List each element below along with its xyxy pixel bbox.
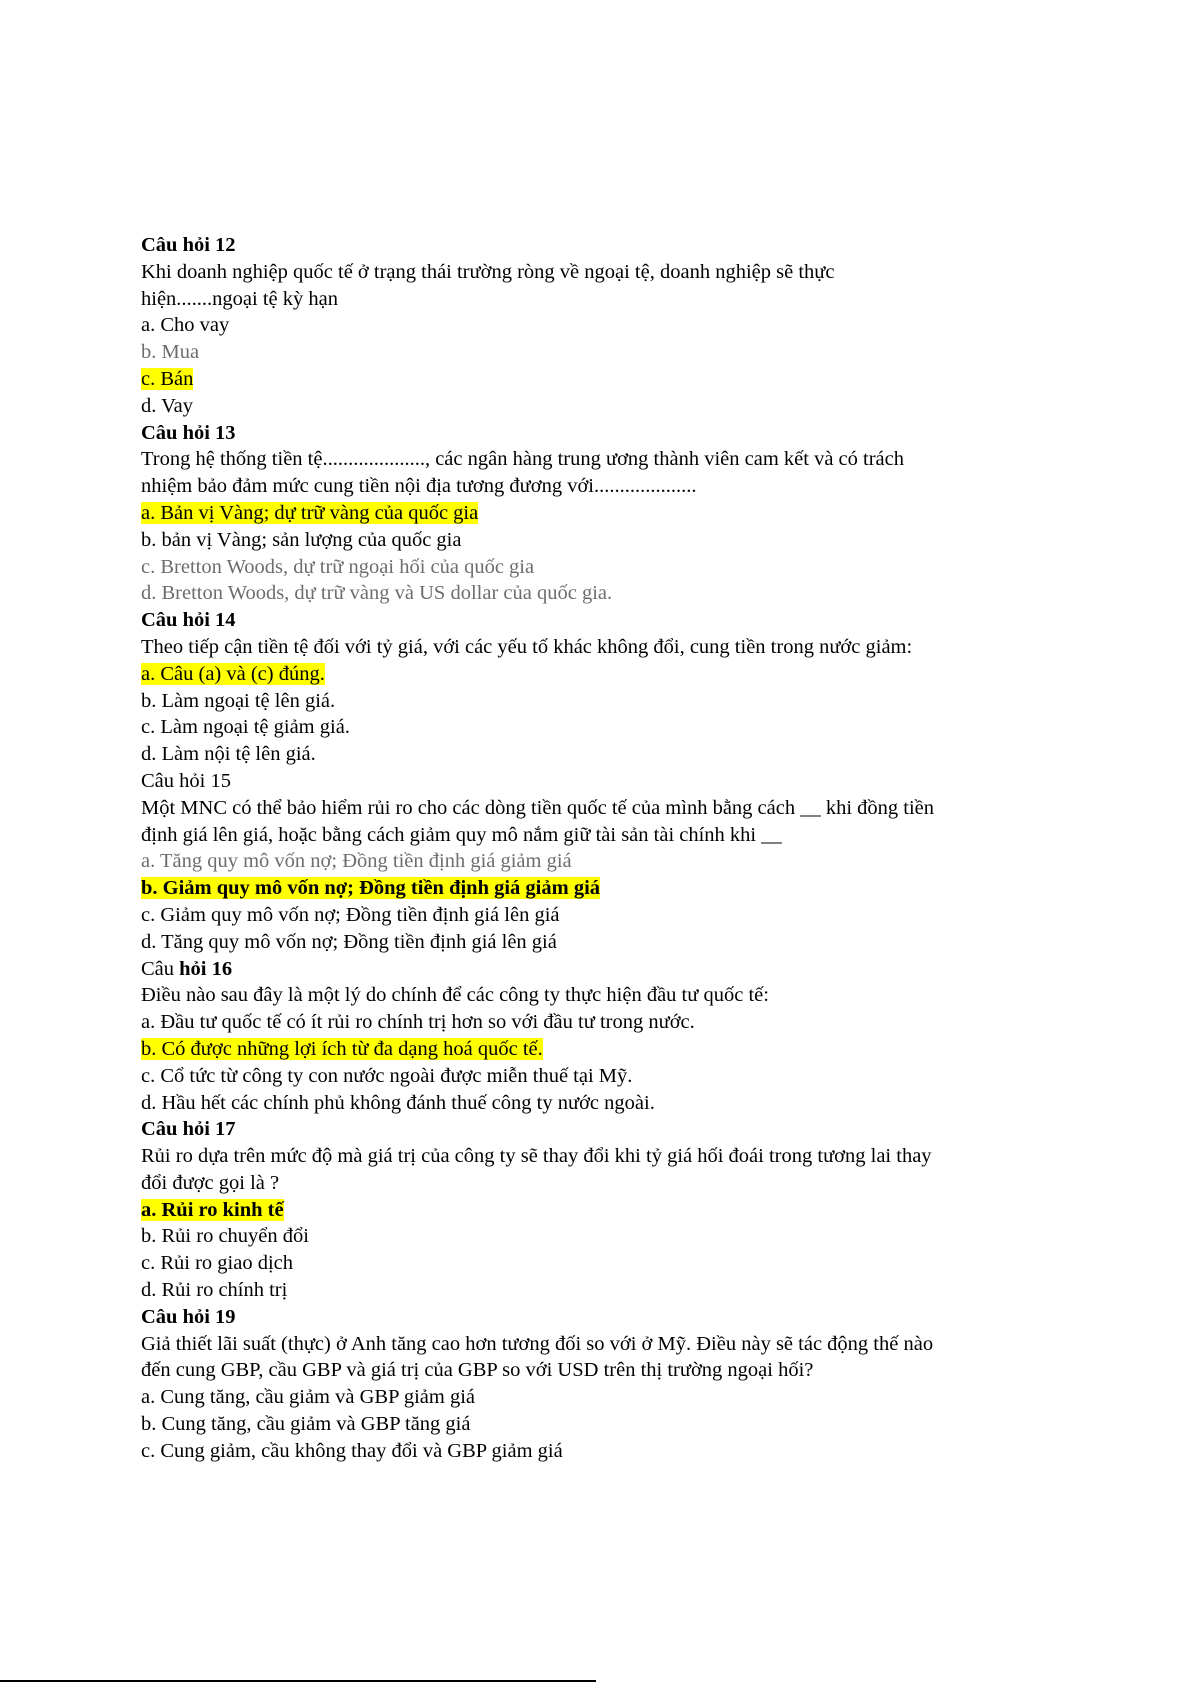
question-stem-line: đổi được gọi là ? bbox=[141, 1171, 280, 1194]
answer-option bbox=[141, 580, 1061, 607]
answer-option-text: c. Cổ tức từ công ty con nước ngoài được miễn thuế tại Mỹ. bbox=[141, 1064, 633, 1087]
answer-option-text: c. Bretton Woods, dự trữ ngoại hối của quốc gia bbox=[141, 555, 535, 578]
question-title: Câu hỏi 19 bbox=[141, 1305, 236, 1328]
question-title: Câu hỏi 15 bbox=[141, 769, 231, 792]
answer-option-highlighted bbox=[141, 366, 1061, 393]
answer-option-text: a. Đầu tư quốc tế có ít rủi ro chính trị hơn so với đầu tư trong nước. bbox=[141, 1011, 695, 1034]
question-block bbox=[141, 232, 1061, 420]
question-block bbox=[141, 956, 1061, 1117]
answer-option bbox=[141, 1063, 1061, 1090]
answer-option bbox=[141, 1277, 1061, 1304]
answer-option-text: c. Bán bbox=[141, 367, 194, 390]
question-title-prefix: Câu bbox=[141, 957, 180, 980]
answer-option-text: d. Tăng quy mô vốn nợ; Đồng tiền định giá lên giá bbox=[141, 930, 557, 953]
answer-option bbox=[141, 929, 1061, 956]
question-stem-line: Giả thiết lãi suất (thực) ở Anh tăng cao hơn tương đối so với ở Mỹ. Điều này sẽ tác động thế nào bbox=[141, 1332, 934, 1355]
question-stem-line: Rủi ro dựa trên mức độ mà giá trị của công ty sẽ thay đổi khi tỷ giá hối đoái trong tương lai thay bbox=[141, 1145, 932, 1168]
question-block bbox=[141, 1116, 1061, 1304]
answer-option-text: c. Làm ngoại tệ giảm giá. bbox=[141, 716, 350, 739]
question-block bbox=[141, 768, 1061, 956]
answer-option-text: c. Cung giảm, cầu không thay đổi và GBP giảm giá bbox=[141, 1439, 563, 1462]
answer-option-text: b. Mua bbox=[141, 341, 200, 364]
question-stem-line: Khi doanh nghiệp quốc tế ở trạng thái trường ròng về ngoại tệ, doanh nghiệp sẽ thực bbox=[141, 260, 835, 283]
question-stem-line: định giá lên giá, hoặc bằng cách giảm quy mô nắm giữ tài sản tài chính khi __ bbox=[141, 823, 782, 846]
answer-option-text: d. Vay bbox=[141, 394, 194, 417]
answer-option-text: a. Rủi ro kinh tế bbox=[141, 1198, 284, 1221]
question-block bbox=[141, 1304, 1061, 1465]
answer-option bbox=[141, 741, 1061, 768]
answer-option-text: b. Giảm quy mô vốn nợ; Đồng tiền định giá giảm giá bbox=[141, 877, 601, 900]
answer-option-text: b. Rủi ro chuyển đổi bbox=[141, 1225, 309, 1248]
answer-option bbox=[141, 902, 1061, 929]
answer-option-highlighted bbox=[141, 661, 1061, 688]
answer-option-text: a. Cung tăng, cầu giảm và GBP giảm giá bbox=[141, 1386, 476, 1409]
answer-option-text: d. Hầu hết các chính phủ không đánh thuế công ty nước ngoài. bbox=[141, 1091, 655, 1114]
question-title bbox=[141, 956, 1061, 983]
answer-option bbox=[141, 848, 1061, 875]
answer-option bbox=[141, 1009, 1061, 1036]
question-block bbox=[141, 420, 1061, 608]
answer-option bbox=[141, 1090, 1061, 1117]
answer-option-highlighted bbox=[141, 500, 1061, 527]
answer-option-text: d. Làm nội tệ lên giá. bbox=[141, 743, 316, 766]
answer-option-text: b. Cung tăng, cầu giảm và GBP tăng giá bbox=[141, 1413, 471, 1436]
question-title-suffix: hỏi 16 bbox=[179, 957, 233, 980]
answer-option-text: a. Câu (a) và (c) đúng. bbox=[141, 662, 325, 685]
answer-option-highlighted bbox=[141, 1036, 1061, 1063]
answer-option bbox=[141, 1223, 1061, 1250]
answer-option bbox=[141, 312, 1061, 339]
answer-option-text: a. Tăng quy mô vốn nợ; Đồng tiền định giá giảm giá bbox=[141, 850, 572, 873]
question-stem-line: Trong hệ thống tiền tệ...................., các ngân hàng trung ương thành viên cam kết và có trách bbox=[141, 448, 904, 471]
answer-option bbox=[141, 714, 1061, 741]
answer-option bbox=[141, 393, 1061, 420]
answer-option-highlighted bbox=[141, 875, 1061, 902]
answer-option-text: d. Bretton Woods, dự trữ vàng và US dollar của quốc gia. bbox=[141, 582, 613, 605]
question-title: Câu hỏi 12 bbox=[141, 234, 236, 256]
quiz-content bbox=[141, 232, 1061, 1465]
answer-option bbox=[141, 1384, 1061, 1411]
question-block bbox=[141, 607, 1061, 768]
question-stem-line: nhiệm bảo đảm mức cung tiền nội địa tương đương với.................... bbox=[141, 475, 697, 498]
question-stem-line: hiện.......ngoại tệ kỳ hạn bbox=[141, 287, 338, 310]
answer-option-text: b. Làm ngoại tệ lên giá. bbox=[141, 689, 336, 712]
answer-option-text: d. Rủi ro chính trị bbox=[141, 1279, 288, 1302]
answer-option bbox=[141, 554, 1061, 581]
answer-option-text: b. Có được những lợi ích từ đa dạng hoá quốc tế. bbox=[141, 1037, 543, 1060]
answer-option bbox=[141, 1411, 1061, 1438]
answer-option-text: a. Bản vị Vàng; dự trữ vàng của quốc gia bbox=[141, 501, 479, 524]
footer-divider bbox=[0, 1680, 596, 1682]
answer-option-highlighted bbox=[141, 1197, 1061, 1224]
question-title: Câu hỏi 13 bbox=[141, 421, 236, 444]
question-title: Câu hỏi 14 bbox=[141, 609, 236, 632]
question-stem-line: Theo tiếp cận tiền tệ đối với tỷ giá, với các yếu tố khác không đổi, cung tiền trong nước giảm: bbox=[141, 635, 913, 658]
question-stem-line: Một MNC có thể bảo hiểm rủi ro cho các dòng tiền quốc tế của mình bằng cách __ khi đồng tiền bbox=[141, 796, 935, 819]
answer-option bbox=[141, 688, 1061, 715]
question-stem-line: đến cung GBP, cầu GBP và giá trị của GBP so với USD trên thị trường ngoại hối? bbox=[141, 1359, 814, 1382]
answer-option bbox=[141, 1438, 1061, 1465]
answer-option-text: b. bản vị Vàng; sản lượng của quốc gia bbox=[141, 528, 462, 551]
answer-option bbox=[141, 1250, 1061, 1277]
question-title: Câu hỏi 17 bbox=[141, 1118, 236, 1141]
question-stem-line: Điều nào sau đây là một lý do chính để các công ty thực hiện đầu tư quốc tế: bbox=[141, 984, 769, 1007]
answer-option-text: c. Rủi ro giao dịch bbox=[141, 1252, 294, 1275]
answer-option bbox=[141, 339, 1061, 366]
answer-option-text: a. Cho vay bbox=[141, 314, 230, 337]
answer-option bbox=[141, 527, 1061, 554]
answer-option-text: c. Giảm quy mô vốn nợ; Đồng tiền định giá lên giá bbox=[141, 903, 560, 926]
